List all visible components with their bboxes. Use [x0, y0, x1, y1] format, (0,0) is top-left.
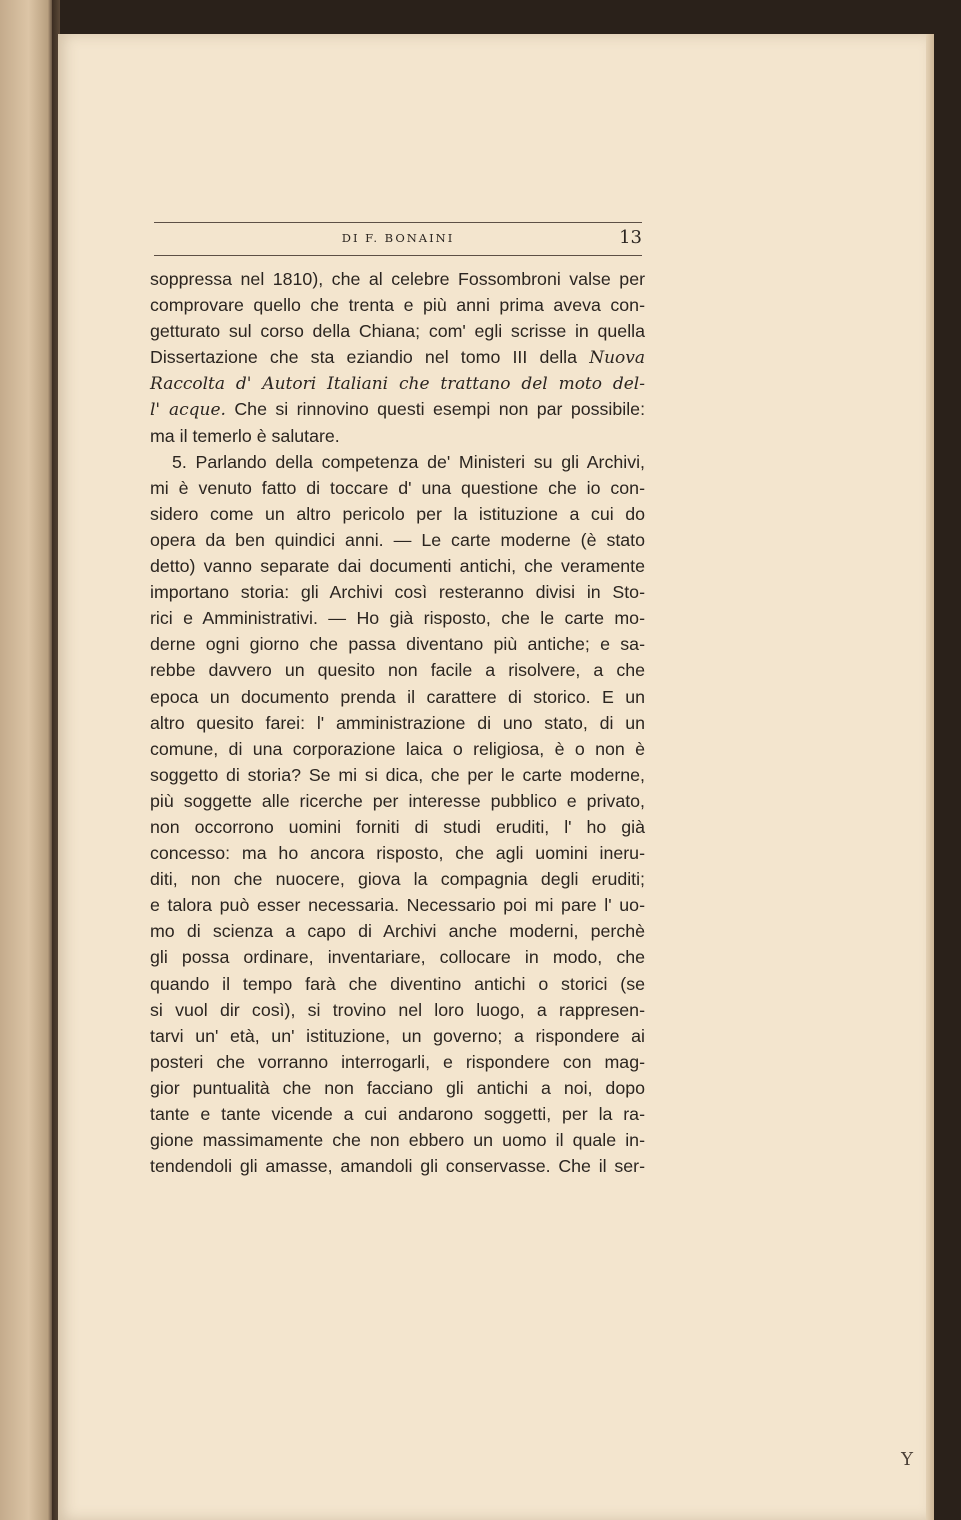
italic-title: Raccolta d' Autori Italiani che trattano del moto del- [150, 374, 645, 395]
italic-title: l' acque. [150, 400, 226, 421]
text-line: diti, non che nuocere, giova la compagnia degli eruditi; [150, 869, 645, 890]
text-line-part: Che si rinnovino questi esempi non par possibile: [234, 399, 646, 420]
text-line: detto) vanno separate dai documenti antichi, che veramente [150, 556, 645, 577]
text-line: si vuol dir così), si trovino nel loro luogo, a rappresen- [150, 999, 645, 1020]
text-line: ma il temerlo è salutare. [150, 425, 340, 446]
text-line: epoca un documento prenda il carattere di storico. E un [150, 686, 645, 707]
text-line: quando il tempo farà che diventino antichi o storici (se [150, 973, 645, 994]
text-line: sidero come un altro pericolo per la istituzione a cui do [150, 503, 645, 524]
text-line: e talora può esser necessaria. Necessario poi mi pare l' uo- [150, 895, 645, 916]
text-line: mi è venuto fatto di toccare d' una questione che io con- [150, 477, 645, 498]
text-line: soppressa nel 1810), che al celebre Fossombroni valse per [150, 269, 645, 289]
text-line: gione massimamente che non ebbero un uomo il quale in- [150, 1130, 645, 1151]
text-line: importano storia: gli Archivi così resteranno divisi in Sto- [150, 582, 645, 603]
text-line: 5. Parlando della competenza de' Ministeri su gli Archivi, [172, 451, 645, 472]
text-line: gior puntualità che non facciano gli antichi a noi, dopo [150, 1077, 645, 1098]
text-line: derne ogni giorno che passa diventano più antiche; e sa- [150, 634, 645, 655]
text-line: gli possa ordinare, inventariare, collocare in modo, che [150, 947, 645, 968]
text-line: tendendoli gli amasse, amandoli gli conservasse. Che il ser- [150, 1156, 645, 1177]
text-line: comune, di una corporazione laica o religiosa, è o non è [150, 738, 645, 759]
text-line: opera da ben quindici anni. — Le carte moderne (è stato [150, 529, 645, 550]
text-line: altro quesito farei: l' amministrazione di uno stato, di un [150, 712, 645, 733]
text-line: comprovare quello che trenta e più anni prima aveva con- [150, 295, 645, 316]
text-line: rebbe davvero un quesito non facile a risolvere, a che [150, 660, 645, 681]
text-line [150, 370, 645, 396]
text-line: più soggette alle ricerche per interesse pubblico e privato, [150, 790, 645, 811]
text-line: non occorrono uomini forniti di studi eruditi, l' ho già [150, 816, 645, 837]
text-line [150, 396, 645, 422]
italic-title: Nuova [589, 348, 645, 369]
body-text [150, 266, 645, 1179]
page-number: 13 [619, 227, 642, 248]
text-line: mo di scienza a capo di Archivi anche moderni, perchè [150, 921, 645, 942]
page-edge-shadow [926, 34, 934, 1520]
text-line: tante e tante vicende a cui andarono soggetti, per la ra- [150, 1104, 645, 1124]
text-line-part: Dissertazione che sta eziandio nel tomo III della [150, 347, 578, 368]
text-line: tarvi un' età, un' istituzione, un governo; a rispondere ai [150, 1025, 645, 1046]
text-line: rici e Amministrativi. — Ho già risposto, che le carte mo- [150, 608, 645, 629]
header-rule-top [154, 222, 642, 223]
text-line: concesso: ma ho ancora risposto, che agli uomini ineru- [150, 843, 645, 864]
margin-mark: Y [901, 1449, 913, 1470]
running-title: DI F. BONAINI [341, 231, 455, 245]
text-line: posteri che vorranno interrogarli, e rispondere con mag- [150, 1051, 645, 1072]
header-rule-bottom [154, 255, 642, 256]
text-line: getturato sul corso della Chiana; com' egli scrisse in quella [150, 321, 645, 342]
facing-page-edge [0, 0, 52, 1520]
running-header [154, 226, 642, 252]
text-line: soggetto di storia? Se mi si dica, che per le carte moderne, [150, 764, 645, 785]
text-line [150, 344, 645, 370]
